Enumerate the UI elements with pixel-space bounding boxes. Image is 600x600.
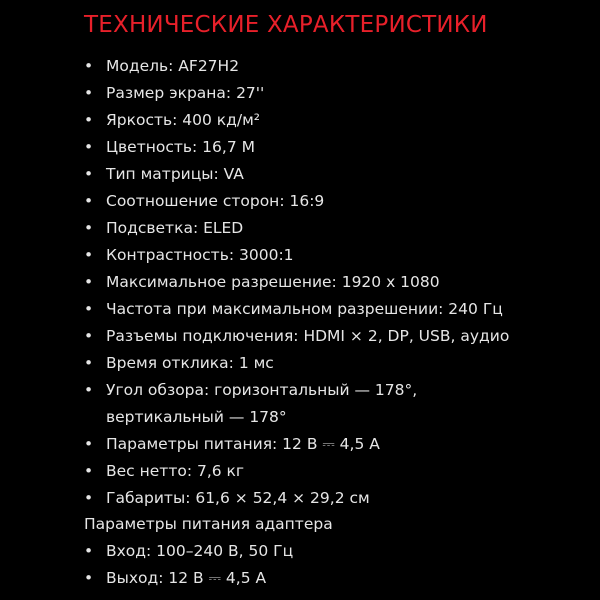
adapter-text: Выход: 12 В ⎓ 4,5 А xyxy=(106,569,267,587)
bullet-icon: • xyxy=(84,354,94,372)
bullet-icon: • xyxy=(84,300,94,318)
spec-text: Модель: AF27H2 xyxy=(106,57,240,75)
bullet-icon: • xyxy=(84,219,94,237)
bullet-icon: • xyxy=(84,57,94,75)
spec-item-aspect-ratio xyxy=(84,188,509,215)
adapter-item-input xyxy=(84,538,293,565)
spec-item-colors xyxy=(84,134,509,161)
spec-text: Вес нетто: 7,6 кг xyxy=(106,462,245,480)
spec-item-viewing-angle xyxy=(84,377,509,431)
spec-text: Время отклика: 1 мс xyxy=(106,354,274,372)
spec-text: Контрастность: 3000:1 xyxy=(106,246,294,264)
spec-text: Частота при максимальном разрешении: 240 Гц xyxy=(106,300,503,318)
bullet-icon: • xyxy=(84,192,94,210)
bullet-icon: • xyxy=(84,246,94,264)
bullet-icon: • xyxy=(84,435,94,453)
spec-item-screen-size xyxy=(84,80,509,107)
page-title: ТЕХНИЧЕСКИЕ ХАРАКТЕРИСТИКИ xyxy=(84,12,488,38)
spec-text: Подсветка: ELED xyxy=(106,219,244,237)
spec-item-max-resolution xyxy=(84,269,509,296)
spec-list xyxy=(84,53,509,512)
spec-item-net-weight xyxy=(84,458,509,485)
bullet-icon: • xyxy=(84,165,94,183)
spec-item-dimensions xyxy=(84,485,509,512)
bullet-icon: • xyxy=(84,569,94,587)
spec-item-matrix-type xyxy=(84,161,509,188)
spec-item-contrast xyxy=(84,242,509,269)
bullet-icon: • xyxy=(84,542,94,560)
spec-item-response-time xyxy=(84,350,509,377)
spec-item-refresh-rate xyxy=(84,296,509,323)
spec-text: Угол обзора: горизонтальный — 178°, xyxy=(106,381,418,399)
spec-text: Соотношение сторон: 16:9 xyxy=(106,192,325,210)
spec-item-connectors xyxy=(84,323,509,350)
spec-text-continuation: вертикальный — 178° xyxy=(106,408,287,426)
adapter-section-title: Параметры питания адаптера xyxy=(84,515,333,533)
bullet-icon: • xyxy=(84,273,94,291)
spec-item-model xyxy=(84,53,509,80)
bullet-icon: • xyxy=(84,327,94,345)
bullet-icon: • xyxy=(84,84,94,102)
adapter-item-output xyxy=(84,565,293,592)
bullet-icon: • xyxy=(84,462,94,480)
bullet-icon: • xyxy=(84,111,94,129)
spec-item-brightness xyxy=(84,107,509,134)
spec-text: Размер экрана: 27'' xyxy=(106,84,265,102)
spec-text: Тип матрицы: VA xyxy=(106,165,244,183)
spec-text: Разъемы подключения: HDMI × 2, DP, USB, аудио xyxy=(106,327,510,345)
spec-text: Цветность: 16,7 M xyxy=(106,138,255,156)
spec-text: Параметры питания: 12 В ⎓ 4,5 А xyxy=(106,435,380,453)
bullet-icon: • xyxy=(84,381,94,399)
spec-item-power xyxy=(84,431,509,458)
adapter-spec-list xyxy=(84,538,293,592)
spec-text: Яркость: 400 кд/м² xyxy=(106,111,261,129)
bullet-icon: • xyxy=(84,138,94,156)
adapter-text: Вход: 100–240 В, 50 Гц xyxy=(106,542,294,560)
spec-text: Габариты: 61,6 × 52,4 × 29,2 см xyxy=(106,489,370,507)
spec-text: Максимальное разрешение: 1920 x 1080 xyxy=(106,273,440,291)
spec-item-backlight xyxy=(84,215,509,242)
bullet-icon: • xyxy=(84,489,94,507)
